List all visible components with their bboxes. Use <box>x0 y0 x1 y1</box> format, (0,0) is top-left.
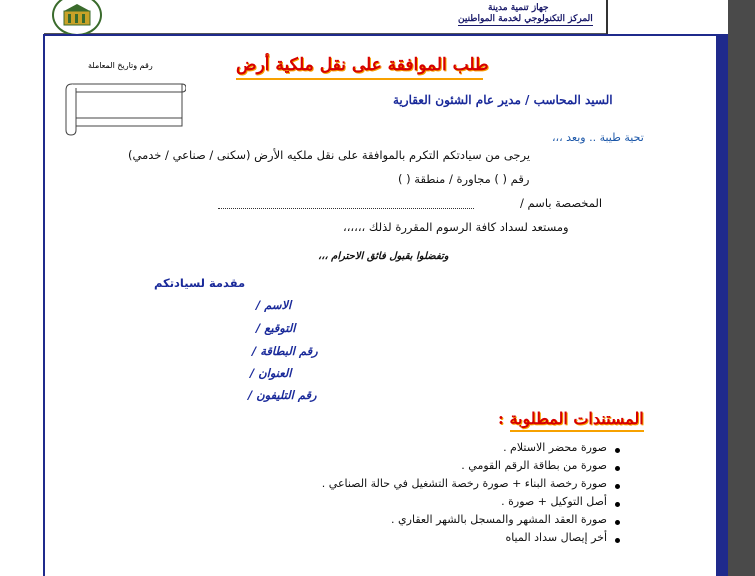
org-name-line1: جهاز تنمية مدينة <box>488 3 549 13</box>
form-title: طلب الموافقة على نقل ملكية أرض <box>236 55 489 75</box>
bullet-icon <box>615 502 620 507</box>
document-item: صورة محضر الاستلام . <box>503 441 607 454</box>
allocated-line: المخصصة باسم / <box>520 196 603 210</box>
title-underline <box>236 78 483 80</box>
greeting: تحية طيبة .. وبعد ،،، <box>552 131 644 144</box>
document-item: صورة رخصة البناء + صورة رخصة التشغيل في حالة الصناعي . <box>321 477 607 490</box>
addressee: السيد المحاسب / مدير عام الشئون العقارية <box>393 93 613 107</box>
field-phone[interactable]: رقم التليفون / <box>248 388 317 402</box>
reference-label: رقم وتاريخ المعاملة <box>88 61 153 70</box>
scrollbar-gutter[interactable] <box>728 0 755 576</box>
allocated-fill-line[interactable] <box>218 208 474 209</box>
left-margin <box>0 0 14 576</box>
org-name-line2: المركز التكنولوجي لخدمة المواطنين <box>458 14 593 24</box>
closing-regards: وتفضلوا بقبول فائق الاحترام ،،، <box>318 251 449 262</box>
field-address[interactable]: العنوان / <box>250 366 292 380</box>
document-item: صورة من بطاقة الرقم القومي . <box>461 459 607 472</box>
documents-title-underline <box>510 430 644 432</box>
required-documents-title: المستندات المطلوبة : <box>498 409 644 428</box>
bullet-icon <box>615 520 620 525</box>
field-name[interactable]: الاسم / <box>256 298 292 312</box>
frame-left-border <box>43 34 45 576</box>
document-item: أخر إيصال سداد المياه <box>505 531 607 544</box>
bullet-icon <box>615 466 620 471</box>
document-item: أصل التوكيل + صورة . <box>501 495 607 508</box>
submitted-by-heading: مقدمة لسيادتكم <box>154 276 246 290</box>
document-item: صورة العقد المشهر والمسجل بالشهر العقاري . <box>391 513 607 526</box>
request-line: يرجى من سيادتكم التكرم بالموافقة على نقل ملكيه الأرض (سكنى / صناعي / خدمي) <box>128 148 531 162</box>
commitment-line: ومستعد لسداد كافة الرسوم المقررة لذلك ،،،،،، <box>343 220 569 234</box>
reference-scroll-icon <box>64 78 186 136</box>
field-signature[interactable]: التوقيع / <box>256 321 296 335</box>
bullet-icon <box>615 538 620 543</box>
frame-top-border <box>43 34 716 36</box>
header-edge <box>606 0 608 34</box>
bullet-icon <box>615 484 620 489</box>
field-card-number[interactable]: رقم البطاقة / <box>252 344 318 358</box>
frame-right-border <box>716 34 728 576</box>
bullet-icon <box>615 448 620 453</box>
number-line: رقم ( ) مجاورة / منطقة ( ) <box>398 172 530 186</box>
